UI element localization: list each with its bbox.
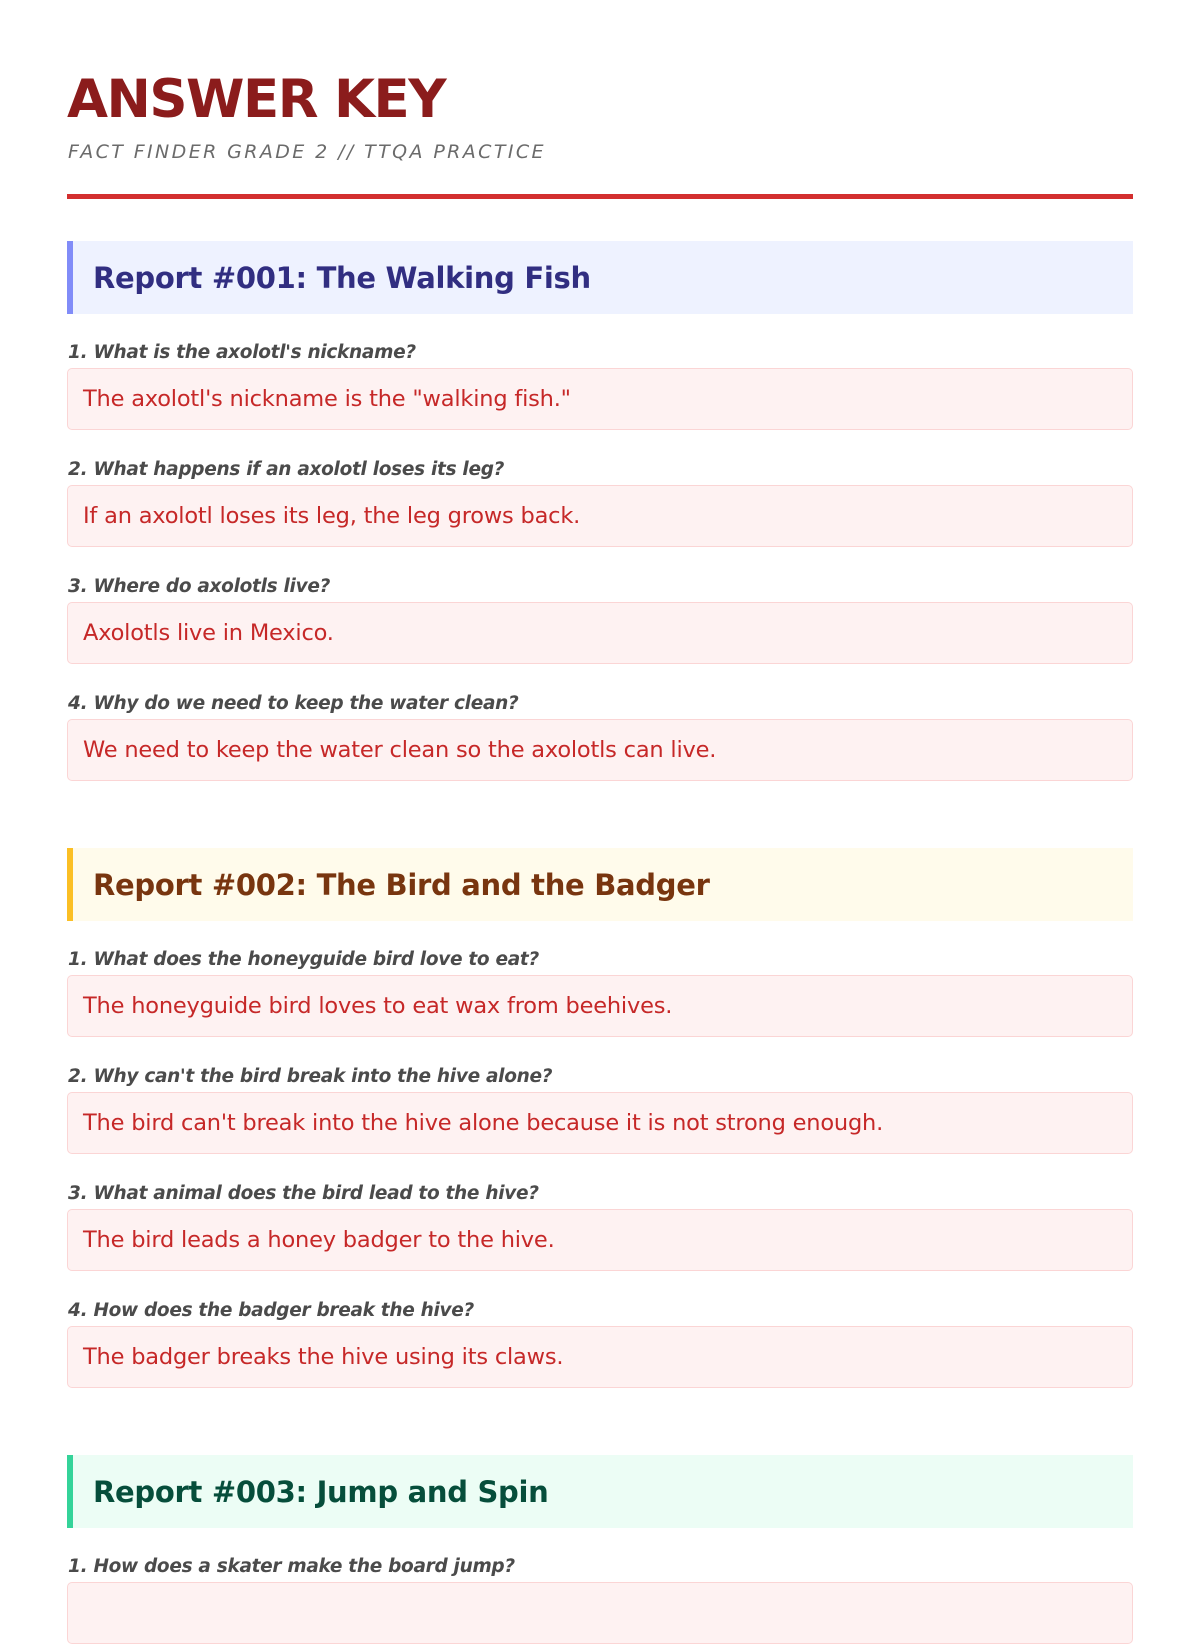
answer-box: The honeyguide bird loves to eat wax from beehives. [67,975,1133,1037]
answer-box: The bird can't break into the hive alone because it is not strong enough. [67,1092,1133,1154]
page-subtitle: FACT FINDER GRADE 2 // TTQA PRACTICE [68,141,546,163]
question: 4. Why do we need to keep the water clean? [68,693,519,714]
question: 2. Why can't the bird break into the hive alone? [68,1066,553,1087]
answer-box: We need to keep the water clean so the axolotls can live. [67,719,1133,781]
question: 4. How does the badger break the hive? [68,1300,474,1321]
question: 1. What does the honeyguide bird love to eat? [68,949,539,970]
question: 3. What animal does the bird lead to the hive? [68,1183,539,1204]
answer-box: If an axolotl loses its leg, the leg grows back. [67,485,1133,547]
question: 1. How does a skater make the board jump? [68,1556,515,1577]
report-title: Report #002: The Bird and the Badger [93,867,710,902]
header-divider [67,194,1133,199]
page-title: ANSWER KEY [67,69,446,130]
report-001-header [67,241,1133,314]
answer-box: The axolotl's nickname is the "walking fish." [67,368,1133,430]
answer-box: Axolotls live in Mexico. [67,602,1133,664]
answer-box [67,1582,1133,1644]
question: 3. Where do axolotls live? [68,576,331,597]
report-003-header [67,1455,1133,1528]
answer-box: The badger breaks the hive using its claws. [67,1326,1133,1388]
answer-box: The bird leads a honey badger to the hive. [67,1209,1133,1271]
report-title: Report #003: Jump and Spin [93,1474,549,1509]
report-title: Report #001: The Walking Fish [93,260,591,295]
question: 2. What happens if an axolotl loses its leg? [68,459,505,480]
report-002-header [67,848,1133,921]
question: 1. What is the axolotl's nickname? [68,342,416,363]
